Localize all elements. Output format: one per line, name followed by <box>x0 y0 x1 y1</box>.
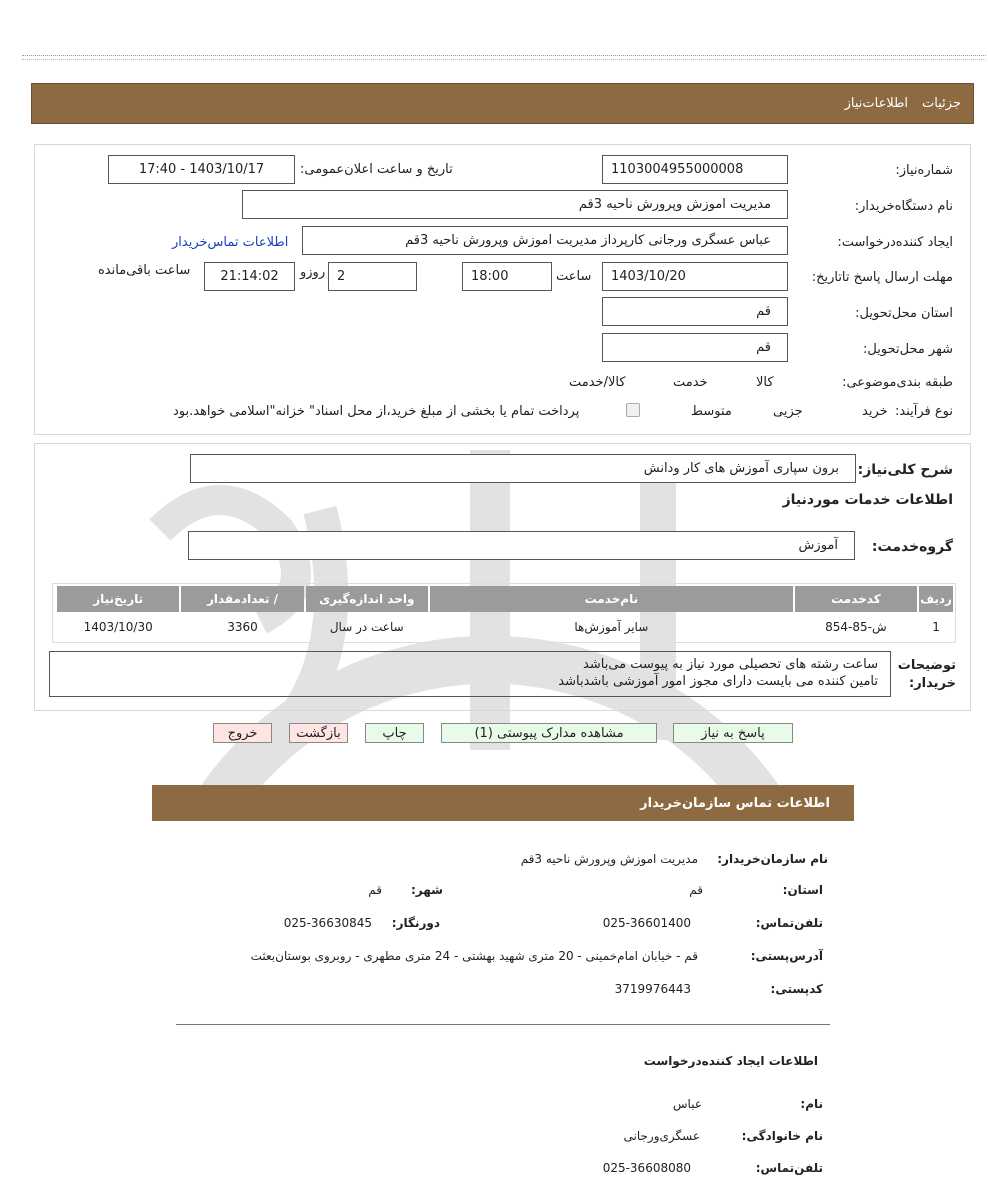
process-option-minor: جزیی <box>773 404 803 419</box>
tab-details[interactable]: جزئیات <box>922 96 961 111</box>
buyer-contact-header <box>152 785 854 821</box>
contact-phone-label: تلفن‌تماس: <box>755 916 823 930</box>
col-service-code: کدخدمت <box>795 586 917 612</box>
table-row <box>57 614 953 640</box>
buyer-notes-line-1: ساعت رشته های تحصیلی مورد نیاز به پیوست می‌باشد <box>583 657 878 672</box>
top-divider <box>22 55 986 60</box>
cell-quantity: 3360 <box>227 620 258 634</box>
creator-name-value: عباس <box>672 1097 702 1111</box>
province-label: استان محل‌تحویل: <box>855 306 953 321</box>
exit-button[interactable]: خروج <box>213 723 272 743</box>
deadline-label: مهلت ارسال پاسخ تا‌تاریخ: <box>811 270 953 285</box>
back-button[interactable]: بازگشت <box>289 723 348 743</box>
summary-desc-label: شرح کلی‌نیاز: <box>857 462 953 478</box>
creator-info-title: اطلاعات ایجاد کننده‌درخواست <box>643 1054 818 1068</box>
contact-fax-value: 025-36630845 <box>283 916 372 930</box>
col-service-name: نام‌خدمت <box>430 586 793 612</box>
time-label: ساعت <box>556 269 592 284</box>
contact-city-label: شهر: <box>411 883 443 897</box>
creator-field: عباس عسگری ورجانی کارپرداز مدیریت اموزش وپرورش ناحیه 3قم <box>302 226 788 255</box>
contact-province-value: قم <box>689 883 703 897</box>
announce-field: 1403/10/17 - 17:40 <box>108 155 295 184</box>
days-field: 2 <box>328 262 417 291</box>
category-label: طبقه بندی‌موضوعی: <box>842 375 953 390</box>
remaining-field: 21:14:02 <box>204 262 295 291</box>
deadline-date-field: 1403/10/20 <box>602 262 788 291</box>
cell-unit: ساعت در سال <box>329 620 404 634</box>
process-label: نوع فرآیند: <box>895 404 953 419</box>
need-no-label: شماره‌نیاز: <box>895 163 953 178</box>
details-header <box>31 83 974 124</box>
col-need-date: تاریخ‌نیاز <box>57 586 179 612</box>
category-option-goods: کالا <box>756 375 774 390</box>
buyer-org-label: نام دستگاه‌خریدار: <box>854 199 953 214</box>
summary-desc-field: برون سپاری آموزش های کار ودانش <box>190 454 856 483</box>
print-button[interactable]: چاپ <box>365 723 424 743</box>
category-option-service: خدمت <box>673 375 708 390</box>
process-option-medium: متوسط <box>691 404 732 419</box>
buyer-notes-label: توضیحات خریدار: <box>897 658 956 691</box>
buyer-notes-line-2: تامین کننده می بایست دارای مجوز امور آموزشی باشدباشد <box>558 674 878 689</box>
contact-divider <box>176 1024 830 1025</box>
contact-city-value: قم <box>368 883 382 897</box>
province-field: قم <box>602 297 788 326</box>
contact-org-value: مدیریت اموزش وپرورش ناحیه 3قم <box>520 852 698 866</box>
cell-need-date: 1403/10/30 <box>83 620 153 634</box>
services-title: اطلاعات خدمات موردنیاز <box>782 492 953 508</box>
cell-service-code: ش-85-854 <box>825 620 887 634</box>
buyer-org-field: مدیریت اموزش وپرورش ناحیه 3قم <box>242 190 788 219</box>
buyer-contact-link[interactable]: اطلاعات تماس‌خریدار <box>172 235 289 250</box>
announce-label: تاریخ و ساعت اعلان‌عمومی: <box>300 162 453 177</box>
creator-family-label: نام خانوادگی: <box>741 1129 823 1143</box>
creator-phone-label: تلفن‌تماس: <box>755 1161 823 1175</box>
contact-org-label: نام سازمان‌خریدار: <box>717 852 828 866</box>
contact-address-label: آدرس‌پستی: <box>750 949 823 963</box>
creator-phone-value: 025-36608080 <box>602 1161 691 1175</box>
col-unit: واحد اندازه‌گیری <box>306 586 428 612</box>
services-table-wrap <box>52 583 956 643</box>
attachments-button[interactable]: مشاهده مدارک پیوستی (1) <box>441 723 657 743</box>
tab-need-info[interactable]: اطلاعات‌نیاز <box>844 96 909 111</box>
services-table <box>55 584 955 642</box>
cell-service-name: سایر آموزش‌ها <box>574 620 649 634</box>
creator-label: ایجاد کننده‌درخواست: <box>837 235 953 250</box>
days-label: روزو <box>300 265 326 280</box>
contact-address-value: قم - خیابان امام‌خمینی - 20 متری شهید بهشتی - 24 متری مطهری - روبروی بوستان‌بعثت <box>250 949 698 963</box>
service-group-label: گروه‌خدمت: <box>871 539 953 555</box>
contact-fax-label: دورنگار: <box>391 916 440 930</box>
city-field: قم <box>602 333 788 362</box>
col-quantity: / تعدادمقدار <box>181 586 303 612</box>
creator-name-label: نام: <box>800 1097 823 1111</box>
table-header-row <box>57 586 953 612</box>
col-row: ردیف <box>919 586 953 612</box>
contact-postal-label: کدپستی: <box>770 982 823 996</box>
need-no-field: 1103004955000008 <box>602 155 788 184</box>
cell-row: 1 <box>932 620 940 634</box>
reply-button[interactable]: پاسخ به نیاز <box>673 723 793 743</box>
treasury-payment-checkbox[interactable] <box>626 403 640 417</box>
contact-postal-value: 3719976443 <box>614 982 691 996</box>
buyer-contact-title: اطلاعات تماس سازمان‌خریدار <box>640 795 830 811</box>
contact-province-label: استان: <box>782 883 823 897</box>
creator-family-value: عسگری‌ورجانی <box>623 1129 700 1143</box>
service-group-field: آموزش <box>188 531 855 560</box>
city-label: شهر محل‌تحویل: <box>863 342 953 357</box>
treasury-payment-note: پرداخت تمام یا بخشی از مبلغ خرید،از محل اسناد" خزانه"اسلامی خواهد.بود <box>173 404 580 419</box>
process-prefix: خرید <box>862 404 888 419</box>
deadline-time-field: 18:00 <box>462 262 552 291</box>
category-option-goods-service: کالا/خدمت <box>569 375 626 390</box>
remaining-label: ساعت باقی‌مانده <box>98 263 191 278</box>
contact-phone-value: 025-36601400 <box>602 916 691 930</box>
buyer-notes-box <box>49 651 891 697</box>
